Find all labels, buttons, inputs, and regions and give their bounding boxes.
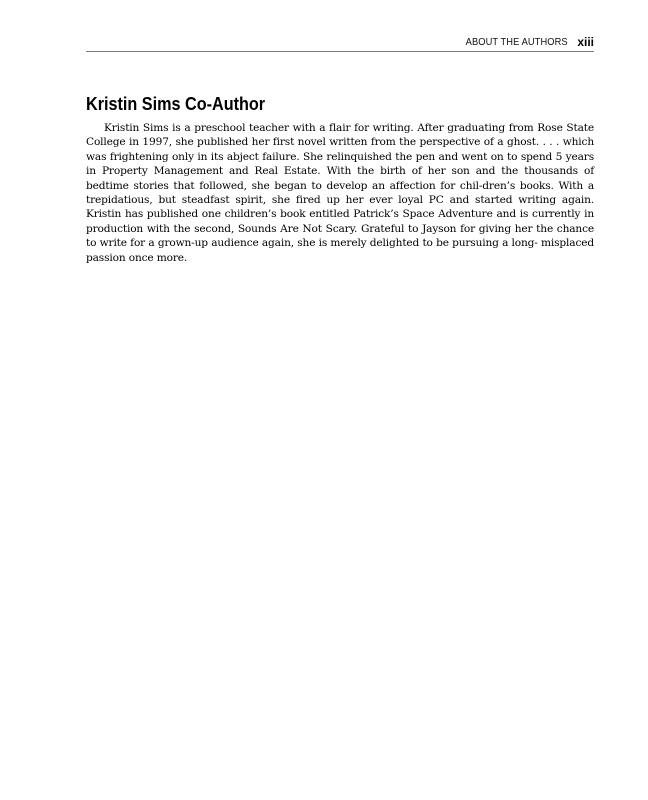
author-bio-paragraph: Kristin Sims is a preschool teacher with a flair for writing. After graduating from Rose State College in 1997, she published her first novel written from the perspective of a ghost. . . . which was frightening only in its abject failure. She relinquished the pen and went on to spend 5 years in Property Management and Real Estate. With the birth of her son and the thousands of bedtime stories that followed, she began to develop an affection for chil-dren’s books. With a trepidatious, but steadfast spirit, she fired up her ever loyal PC and started writing again. Kristin has published one children’s book entitled Patrick’s Space Adventure and is currently in production with the second, Sounds Are Not Scary. Grateful to Jayson for giving her the chance to write for a grown-up audience again, she is merely delighted to be pursuing a long- misplaced passion once more.	[86, 122, 594, 264]
section-title: Kristin Sims Co-Author	[86, 94, 266, 114]
running-header	[86, 34, 594, 52]
page-number: xiii	[577, 35, 594, 49]
running-header-title: ABOUT THE AUTHORS	[465, 37, 568, 48]
